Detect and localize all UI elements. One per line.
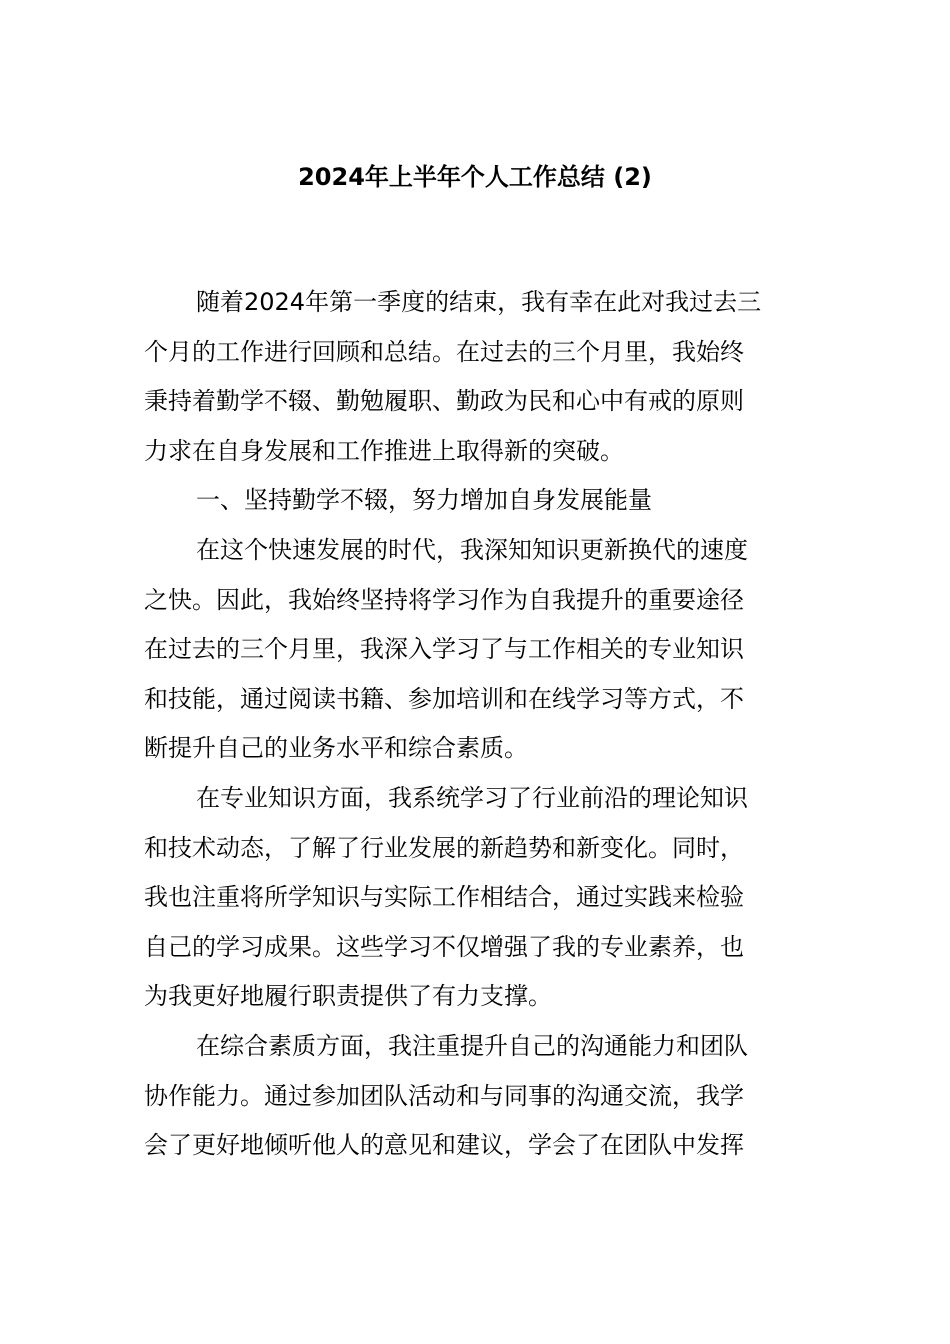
document-title: 2024年上半年个人工作总结 (2) <box>298 163 652 191</box>
paragraph-line: 在过去的三个月里，我深入学习了与工作相关的专业知识 <box>144 635 744 664</box>
paragraph-line: 秉持着勤学不辍、勤勉履职、勤政为民和心中有戒的原则 <box>144 387 744 416</box>
paragraph-line: 在这个快速发展的时代，我深知知识更新换代的速度 <box>196 535 748 564</box>
paragraph-line: 会了更好地倾听他人的意见和建议，学会了在团队中发挥 <box>144 1131 744 1160</box>
paragraph-line: 个月的工作进行回顾和总结。在过去的三个月里，我始终 <box>144 337 744 366</box>
paragraph-line: 随着2024年第一季度的结束，我有幸在此对我过去三 <box>196 288 762 316</box>
paragraph-line: 和技术动态，了解了行业发展的新趋势和新变化。同时， <box>144 833 744 862</box>
paragraph-line: 在专业知识方面，我系统学习了行业前沿的理论知识 <box>196 783 748 812</box>
paragraph-line: 协作能力。通过参加团队活动和与同事的沟通交流，我学 <box>144 1081 744 1110</box>
paragraph-line: 之快。因此，我始终坚持将学习作为自我提升的重要途径 <box>144 585 744 614</box>
paragraph-line: 在综合素质方面，我注重提升自己的沟通能力和团队 <box>196 1031 748 1060</box>
paragraph-line: 力求在自身发展和工作推进上取得新的突破。 <box>144 436 624 465</box>
document-body <box>144 282 814 1175</box>
paragraph-line: 和技能，通过阅读书籍、参加培训和在线学习等方式，不 <box>144 684 744 713</box>
paragraph-line: 我也注重将所学知识与实际工作相结合，通过实践来检验 <box>144 883 744 912</box>
paragraph-line: 断提升自己的业务水平和综合素质。 <box>144 734 528 763</box>
section-heading: 一、坚持勤学不辍，努力增加自身发展能量 <box>196 486 652 515</box>
paragraph-line: 为我更好地履行职责提供了有力支撑。 <box>144 982 552 1011</box>
paragraph-line: 自己的学习成果。这些学习不仅增强了我的专业素养，也 <box>144 932 744 961</box>
